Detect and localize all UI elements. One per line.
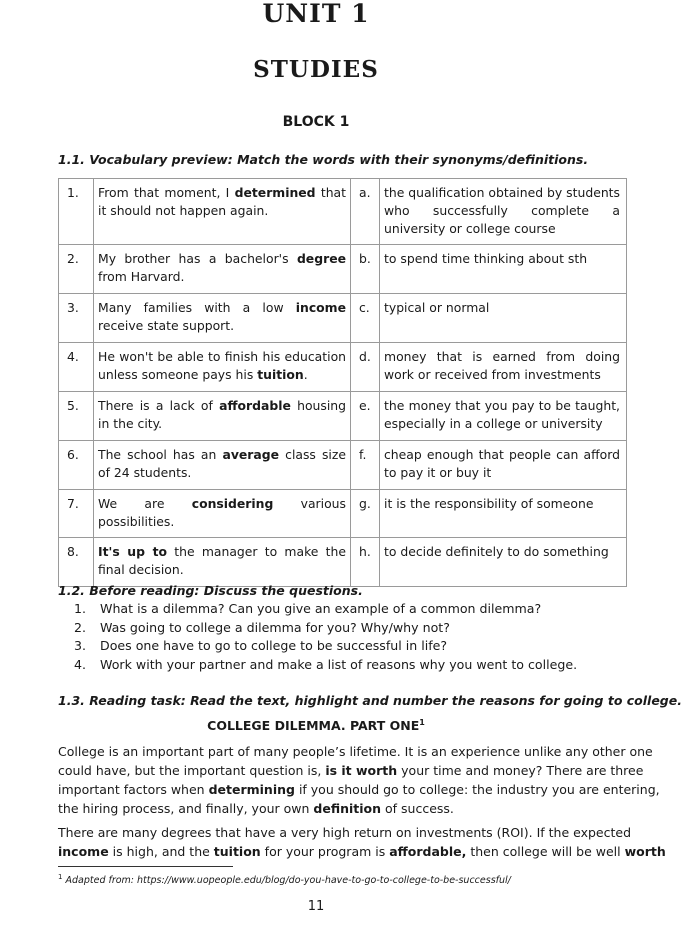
unit-title: UNIT 1 [262,0,370,28]
keyword: It's up to [98,544,168,559]
block-title: BLOCK 1 [282,114,350,130]
keyword: is it worth [325,763,398,778]
row-number: 1. [59,179,94,245]
list-item: 1. What is a dilemma? Can you give an example of a common dilemma? [74,601,542,616]
section-3-heading: 1.3. Reading task: Read the text, highlight and number the reasons for going to college. [58,693,682,708]
discussion-questions [60,600,577,674]
footnote-divider [58,866,233,867]
keyword: income [295,300,346,315]
definition-cell: the qualification obtained by students who successfully complete a university or college course [380,179,627,245]
page-number: 11 [307,899,325,914]
page-title: STUDIES [253,56,379,83]
row-number: 3. [59,294,94,343]
table-row [59,179,627,245]
paragraph-2: There are many degrees that have a very high return on investments (ROI). If the expected income is high, and the tuition for your program is affordable, then college will be well worth [58,825,666,859]
row-letter: f. [351,441,380,490]
keyword: tuition [213,844,261,859]
row-number: 4. [59,343,94,392]
footnote: $^1$ Adapted from: https://www.uopeople.edu/blog/do-you-have-to-go-to-college-to-be-successful/ [58,873,511,887]
keyword: determined [234,185,316,200]
row-letter: h. [351,538,380,587]
keyword: worth [624,844,666,859]
keyword: considering [191,496,274,511]
sentence-cell: It's up to the manager to make the final decision. [94,538,351,587]
row-number: 7. [59,490,94,538]
keyword: income [58,844,109,859]
definition-cell: it is the responsibility of someone [380,490,627,538]
definition-cell: to decide definitely to do something [380,538,627,587]
table-row [59,245,627,294]
section-2-heading: 1.2. Before reading: Discuss the questions. [58,583,363,598]
section-1-heading: 1.1. Vocabulary preview: Match the words with their synonyms/definitions. [58,152,589,167]
keyword: tuition [257,367,304,382]
sentence-cell: He won't be able to finish his education unless someone pays his tuition. [94,343,351,392]
sentence-cell: Many families with a low income receive state support. [94,294,351,343]
table-row [59,490,627,538]
table-row [59,441,627,490]
row-letter: b. [351,245,380,294]
list-item: 2. Was going to college a dilemma for you? Why/why not? [74,619,450,635]
keyword: degree [296,251,346,266]
row-letter: c. [351,294,380,343]
row-letter: d. [351,343,380,392]
row-number: 6. [59,441,94,490]
definition-cell: to spend time thinking about sth [380,245,627,294]
row-letter: a. [351,179,380,245]
table-row [59,538,627,587]
table-row [59,392,627,441]
list-item: 3. Does one have to go to college to be successful in life? [74,638,448,653]
definition-cell: typical or normal [380,294,627,343]
keyword: affordable, [389,844,467,859]
definition-cell: the money that you pay to be taught, especially in a college or university [380,392,627,441]
paragraph-1: College is an important part of many people’s lifetime. It is an experience unlike any other one could have, but the important question is, is it worth your time and money? There are three important factors when determining if you should go to college: the industry you are entering, the hiring process, and finally, your own definition of success. [58,744,660,816]
sentence-cell: My brother has a bachelor's degree from Harvard. [94,245,351,294]
row-number: 5. [59,392,94,441]
keyword: average [222,447,280,462]
row-number: 2. [59,245,94,294]
keyword: affordable [219,398,291,413]
keyword: determining [208,782,295,797]
row-letter: e. [351,392,380,441]
footnote-mark: 1 [419,718,425,727]
vocabulary-table [58,178,627,587]
sentence-cell: We are considering various possibilities. [94,490,351,538]
table-row [59,343,627,392]
sentence-cell: The school has an average class size of 24 students. [94,441,351,490]
definition-cell: cheap enough that people can afford to pay it or buy it [380,441,627,490]
reading-title: COLLEGE DILEMMA. PART ONE$^1$ [207,718,425,734]
row-number: 8. [59,538,94,587]
list-item: 4. Work with your partner and make a list of reasons why you went to college. [74,656,578,672]
definition-cell: money that is earned from doing work or received from investments [380,343,627,392]
row-letter: g. [351,490,380,538]
sentence-cell: There is a lack of affordable housing in the city. [94,392,351,441]
keyword: definition [313,801,382,816]
table-row [59,294,627,343]
sentence-cell: From that moment, I determined that it should not happen again. [94,179,351,245]
